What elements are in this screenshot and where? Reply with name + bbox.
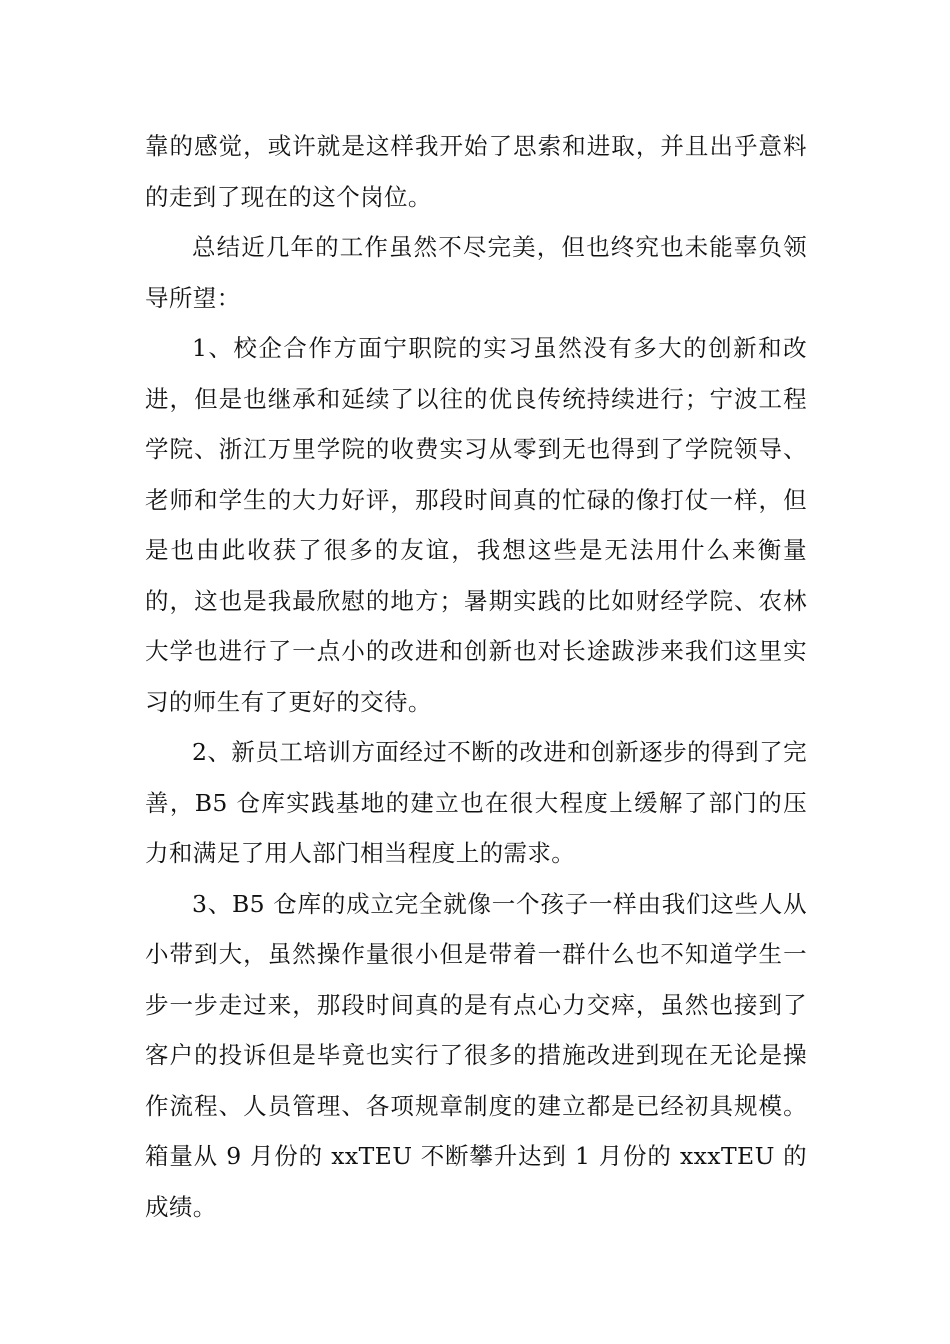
paragraph-item-1: 1、校企合作方面宁职院的实习虽然没有多大的创新和改进，但是也继承和延续了以往的优良传统持续进行；宁波工程学院、浙江万里学院的收费实习从零到无也得到了学院领导、老师和学生的大力好评，那段时间真的忙碌的像打仗一样，但是也由此收获了很多的友谊，我想这些是无法用什么来衡量的，这也是我最欣慰的地方；暑期实践的比如财经学院、农林大学也进行了一点小的改进和创新也对长途跋涉来我们这里实习的师生有了更好的交待。 [145, 334, 807, 716]
document-body [145, 121, 807, 1232]
paragraph-summary-intro: 总结近几年的工作虽然不尽完美，但也终究也未能辜负领导所望： [145, 233, 807, 312]
paragraph-item-3: 3、B5 仓库的成立完全就像一个孩子一样由我们这些人从小带到大，虽然操作量很小但是带着一群什么也不知道学生一步一步走过来，那段时间真的是有点心力交瘁，虽然也接到了客户的投诉但是毕竟也实行了很多的措施改进到现在无论是操作流程、人员管理、各项规章制度的建立都是已经初具规模。箱量从 9 月份的 xxTEU 不断攀升达到 1 月份的 xxxTEU 的成绩。 [145, 889, 807, 1221]
paragraph-continuation: 靠的感觉，或许就是这样我开始了思索和进取，并且出乎意料的走到了现在的这个岗位。 [145, 132, 807, 211]
paragraph-item-2: 2、新员工培训方面经过不断的改进和创新逐步的得到了完善，B5 仓库实践基地的建立也在很大程度上缓解了部门的压力和满足了用人部门相当程度上的需求。 [145, 738, 807, 867]
